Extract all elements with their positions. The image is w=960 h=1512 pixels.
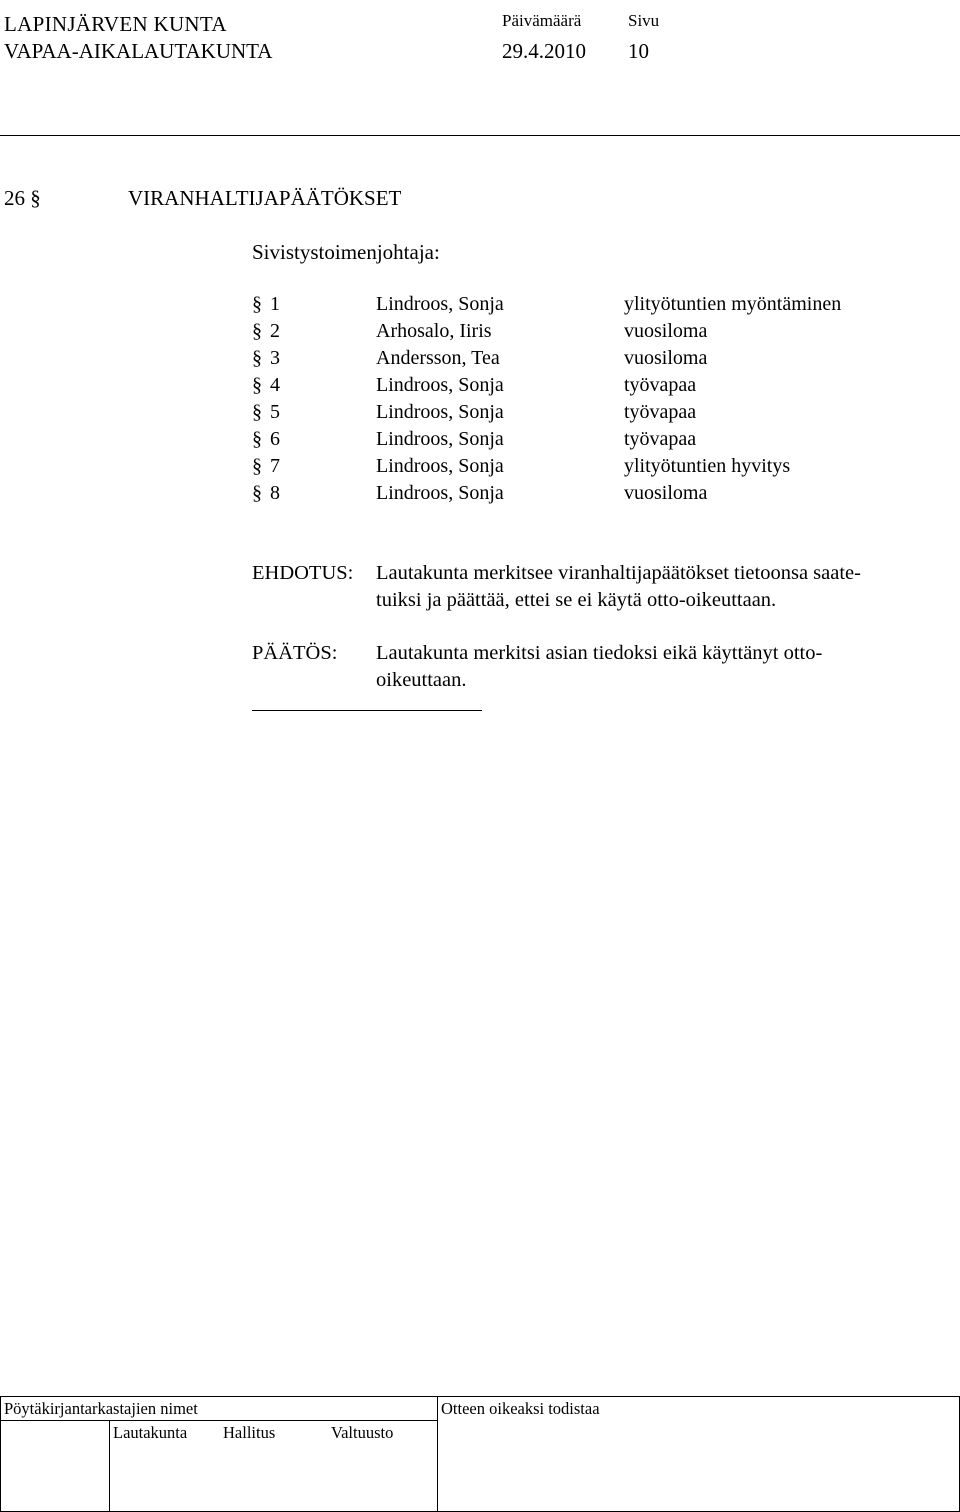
decision-person: Lindroos, Sonja bbox=[376, 293, 504, 315]
decision-person: Arhosalo, Iiris bbox=[376, 320, 492, 342]
end-rule bbox=[252, 710, 482, 711]
decision-label: PÄÄTÖS: bbox=[252, 642, 338, 664]
decision-person: Lindroos, Sonja bbox=[376, 401, 504, 423]
decision-number: 7 bbox=[270, 455, 280, 477]
decision-maker-heading: Sivistystoimenjohtaja: bbox=[252, 240, 440, 264]
section-number-value: 26 bbox=[4, 186, 25, 210]
decision-row bbox=[252, 347, 892, 374]
paragraph-symbol: § bbox=[252, 374, 262, 396]
footer-column-line bbox=[437, 1397, 438, 1511]
signature-footer bbox=[0, 1396, 960, 1512]
decision-person: Lindroos, Sonja bbox=[376, 374, 504, 396]
decision-number: 5 bbox=[270, 401, 280, 423]
decision-person: Lindroos, Sonja bbox=[376, 428, 504, 450]
proposal-text-line-1: Lautakunta merkitsee viranhaltijapäätökset tietoonsa saate- bbox=[376, 562, 861, 584]
paragraph-symbol: § bbox=[252, 293, 262, 315]
paragraph-symbol: § bbox=[252, 455, 262, 477]
decision-row bbox=[252, 293, 892, 320]
header-divider bbox=[0, 135, 960, 136]
committee-name: VAPAA-AIKALAUTAKUNTA bbox=[4, 39, 273, 63]
decision-number: 3 bbox=[270, 347, 280, 369]
paragraph-symbol: § bbox=[252, 428, 262, 450]
decision-number: 2 bbox=[270, 320, 280, 342]
council-label: Valtuusto bbox=[331, 1423, 394, 1442]
page-value: 10 bbox=[628, 39, 649, 63]
page-label: Sivu bbox=[628, 11, 660, 30]
decision-person: Lindroos, Sonja bbox=[376, 455, 504, 477]
footer-divider bbox=[1, 1420, 437, 1421]
section-number bbox=[4, 186, 41, 211]
paragraph-symbol: § bbox=[252, 320, 262, 342]
footer-column-line bbox=[109, 1420, 110, 1511]
decision-row bbox=[252, 374, 892, 401]
decision-person: Andersson, Tea bbox=[376, 347, 500, 369]
decision-type: työvapaa bbox=[624, 374, 697, 396]
decision-type: työvapaa bbox=[624, 428, 697, 450]
decision-type: vuosiloma bbox=[624, 482, 708, 504]
page-number bbox=[628, 11, 660, 64]
proposal-label: EHDOTUS: bbox=[252, 562, 354, 584]
decision-text-line-1: Lautakunta merkitsi asian tiedoksi eikä käyttänyt otto- bbox=[376, 642, 823, 664]
decision-type: vuosiloma bbox=[624, 347, 708, 369]
decision-number: 4 bbox=[270, 374, 280, 396]
decision-row bbox=[252, 320, 892, 347]
proposal-text-line-2: tuiksi ja päättää, ettei se ei käytä otto-oikeuttaan. bbox=[376, 589, 777, 611]
date-label: Päivämäärä bbox=[502, 11, 582, 30]
section-title: VIRANHALTIJAPÄÄTÖKSET bbox=[128, 186, 402, 210]
government-label: Hallitus bbox=[223, 1423, 276, 1442]
board-label: Lautakunta bbox=[113, 1423, 188, 1442]
decision-type: työvapaa bbox=[624, 401, 697, 423]
paragraph-symbol: § bbox=[252, 347, 262, 369]
meeting-date bbox=[502, 11, 586, 64]
decision-row bbox=[252, 482, 892, 509]
organization-name: LAPINJÄRVEN KUNTA bbox=[4, 12, 227, 36]
decision-type: ylityötuntien hyvitys bbox=[624, 455, 791, 477]
decision-number: 1 bbox=[270, 293, 280, 315]
decision-number: 6 bbox=[270, 428, 280, 450]
decision-row bbox=[252, 428, 892, 455]
date-value: 29.4.2010 bbox=[502, 39, 586, 63]
decision-type: ylityötuntien myöntäminen bbox=[624, 293, 842, 315]
decision-text-line-2: oikeuttaan. bbox=[376, 669, 467, 691]
decision-row bbox=[252, 455, 892, 482]
certified-label: Otteen oikeaksi todistaa bbox=[441, 1399, 600, 1418]
decision-type: vuosiloma bbox=[624, 320, 708, 342]
decision-number: 8 bbox=[270, 482, 280, 504]
paragraph-symbol: § bbox=[252, 401, 262, 423]
decision-row bbox=[252, 401, 892, 428]
paragraph-symbol: § bbox=[252, 482, 262, 504]
signers-label: Pöytäkirjantarkastajien nimet bbox=[4, 1399, 198, 1418]
decision-person: Lindroos, Sonja bbox=[376, 482, 504, 504]
section-symbol: § bbox=[30, 186, 41, 210]
